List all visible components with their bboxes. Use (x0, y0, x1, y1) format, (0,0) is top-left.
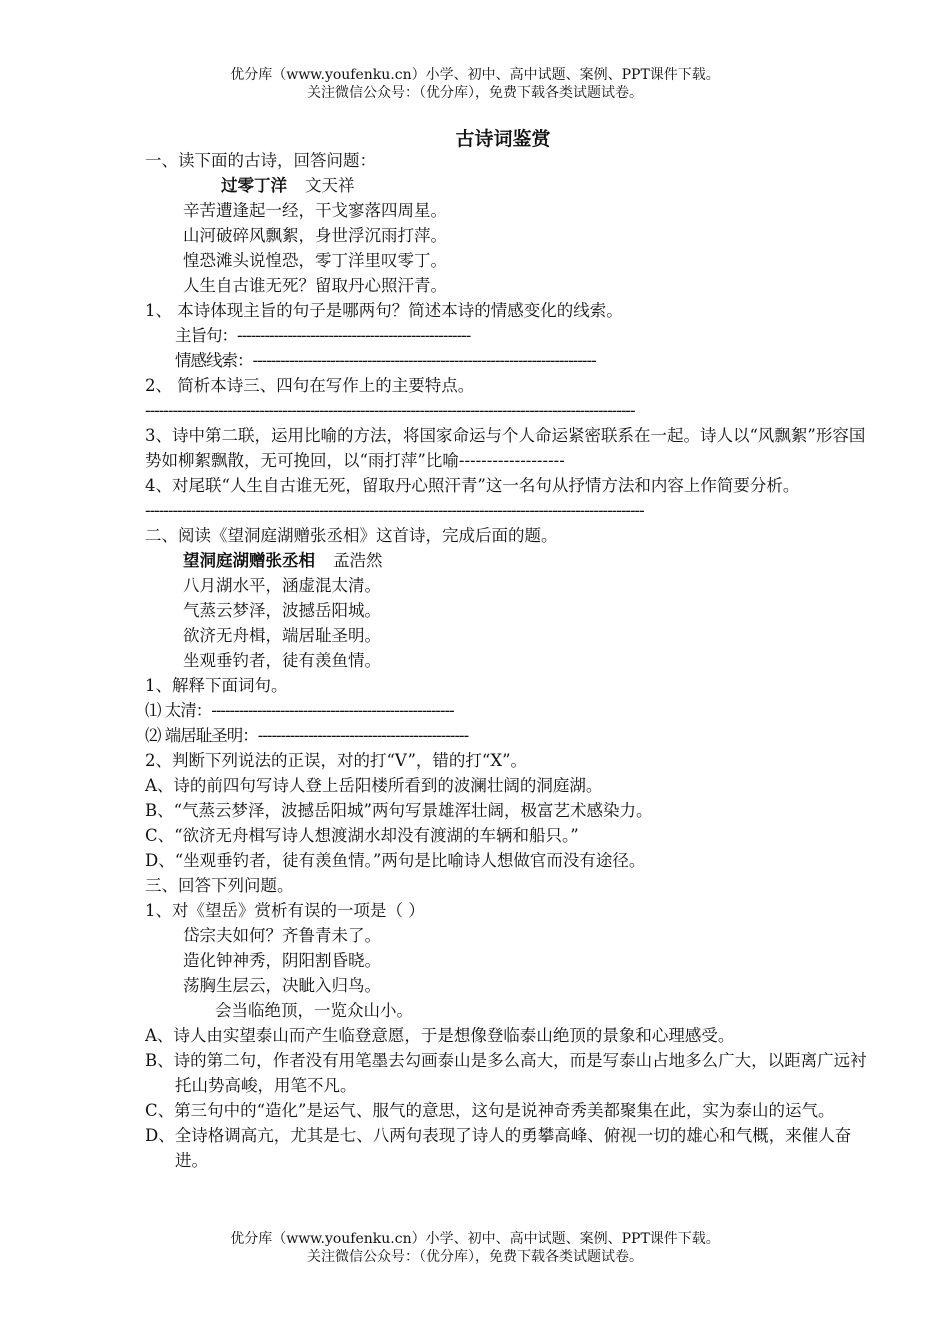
section-1-heading: 一、读下面的古诗，回答问题： (145, 151, 376, 170)
s1-answer-line-emotion: 情感线索：--------------------------------------------------------------------------- (175, 351, 596, 370)
s3-option-c: C、第三句中的“造化”是运气、服气的意思，这句是说神奇秀美都聚集在此，实为泰山的运气。 (145, 1101, 835, 1120)
poem-3-line: 会当临绝顶，一览众山小。 (215, 1001, 413, 1020)
poem-1-title: 过零丁洋 (221, 176, 287, 195)
poem-2-author: 孟浩然 (333, 551, 383, 570)
page-title: 古诗词鉴赏 (455, 128, 551, 150)
s1-answer-line-theme: 主旨句：--------------------------------------------------- (175, 326, 471, 345)
s1-question-3: 3、诗中第二联，运用比喻的方法，将国家命运与个人命运紧密联系在一起。诗人以“风飘絮”形容国势如柳絮飘散，无可挽回，以“雨打萍”比喻------------------- (145, 426, 866, 470)
s1-question-4: 4、对尾联“人生自古谁无死，留取丹心照汗青”这一名句从抒情方法和内容上作简要分析。 (145, 476, 800, 495)
s2-option-c: C、“欲济无舟楫写诗人想渡湖水却没有渡湖的车辆和船只。” (145, 826, 579, 845)
s3-option-a: A、诗人由实望泰山而产生临登意愿，于是想像登临泰山绝顶的景象和心理感受。 (145, 1026, 735, 1045)
header-line-2: 关注微信公众号：（优分库），免费下载各类试题试卷。 (307, 85, 643, 101)
footer-line-2: 关注微信公众号：（优分库），免费下载各类试题试卷。 (307, 1249, 643, 1265)
document-body (145, 148, 875, 1173)
poem-1-author: 文天祥 (305, 176, 355, 195)
s1-answer-line-2: ----------------------------------------------------------------------------------------------------------- (145, 401, 635, 420)
poem-2-title-line (145, 548, 875, 573)
s3-option-d: D、全诗格调高亢，尤其是七、八两句表现了诗人的勇攀高峰、俯视一切的雄心和气概，来催人奋进。 (145, 1126, 852, 1170)
s2-answer-line-2: ⑵ 端居耻圣明：---------------------------------------------- (145, 726, 469, 745)
s2-option-a: A、诗的前四句写诗人登上岳阳楼所看到的波澜壮阔的洞庭湖。 (145, 776, 603, 795)
s2-answer-line-1: ⑴ 太清：----------------------------------------------------- (145, 701, 454, 720)
s1-answer-line-4: ------------------------------------------------------------------------------------------------------------- (145, 501, 644, 520)
poem-3-line: 造化钟神秀，阴阳割昏晓。 (183, 951, 381, 970)
poem-1-line: 辛苦遭逢起一经，干戈寥落四周星。 (183, 201, 447, 220)
s1-question-1: 1、 本诗体现主旨的句子是哪两句？简述本诗的情感变化的线索。 (145, 301, 623, 320)
page-header (0, 66, 950, 102)
s3-question-1: 1、对《望岳》赏析有误的一项是（ ） (145, 901, 425, 920)
section-2-heading: 二、阅读《望洞庭湖赠张丞相》这首诗，完成后面的题。 (145, 526, 558, 545)
poem-3-line: 岱宗夫如何？齐鲁青未了。 (183, 926, 381, 945)
poem-1-title-line (145, 173, 875, 198)
poem-2-line: 坐观垂钓者，徒有羡鱼情。 (183, 651, 381, 670)
poem-1-line: 山河破碎风飘絮，身世浮沉雨打萍。 (183, 226, 447, 245)
section-3-heading: 三、回答下列问题。 (145, 876, 294, 895)
poem-2-line: 气蒸云梦泽，波撼岳阳城。 (183, 601, 381, 620)
poem-3-line: 荡胸生层云，决眦入归鸟。 (183, 976, 381, 995)
s3-option-b: B、诗的第二句，作者没有用笔墨去勾画泰山是多么高大，而是写泰山占地多么广大，以距离广远衬托山势高峻，用笔不凡。 (145, 1051, 867, 1095)
header-line-1: 优分库（www.youfenku.cn）小学、初中、高中试题、案例、PPT课件下载。 (230, 67, 720, 83)
poem-2-line: 欲济无舟楫，端居耻圣明。 (183, 626, 381, 645)
s2-option-b: B、“气蒸云梦泽，波撼岳阳城”两句写景雄浑壮阔，极富艺术感染力。 (145, 801, 653, 820)
poem-1-line: 人生自古谁无死？留取丹心照汗青。 (183, 276, 447, 295)
page-footer (0, 1230, 950, 1266)
footer-line-1: 优分库（www.youfenku.cn）小学、初中、高中试题、案例、PPT课件下载。 (230, 1231, 720, 1247)
s1-question-2: 2、 简析本诗三、四句在写作上的主要特点。 (145, 376, 475, 395)
poem-2-line: 八月湖水平，涵虚混太清。 (183, 576, 381, 595)
s2-question-2: 2、判断下列说法的正误，对的打“V”，错的打“X”。 (145, 751, 528, 770)
s2-question-1: 1、解释下面词句。 (145, 676, 288, 695)
poem-2-title: 望洞庭湖赠张丞相 (183, 551, 315, 570)
poem-1-line: 惶恐滩头说惶恐，零丁洋里叹零丁。 (183, 251, 447, 270)
s2-option-d: D、“坐观垂钓者，徒有羡鱼情。”两句是比喻诗人想做官而没有途径。 (145, 851, 646, 870)
